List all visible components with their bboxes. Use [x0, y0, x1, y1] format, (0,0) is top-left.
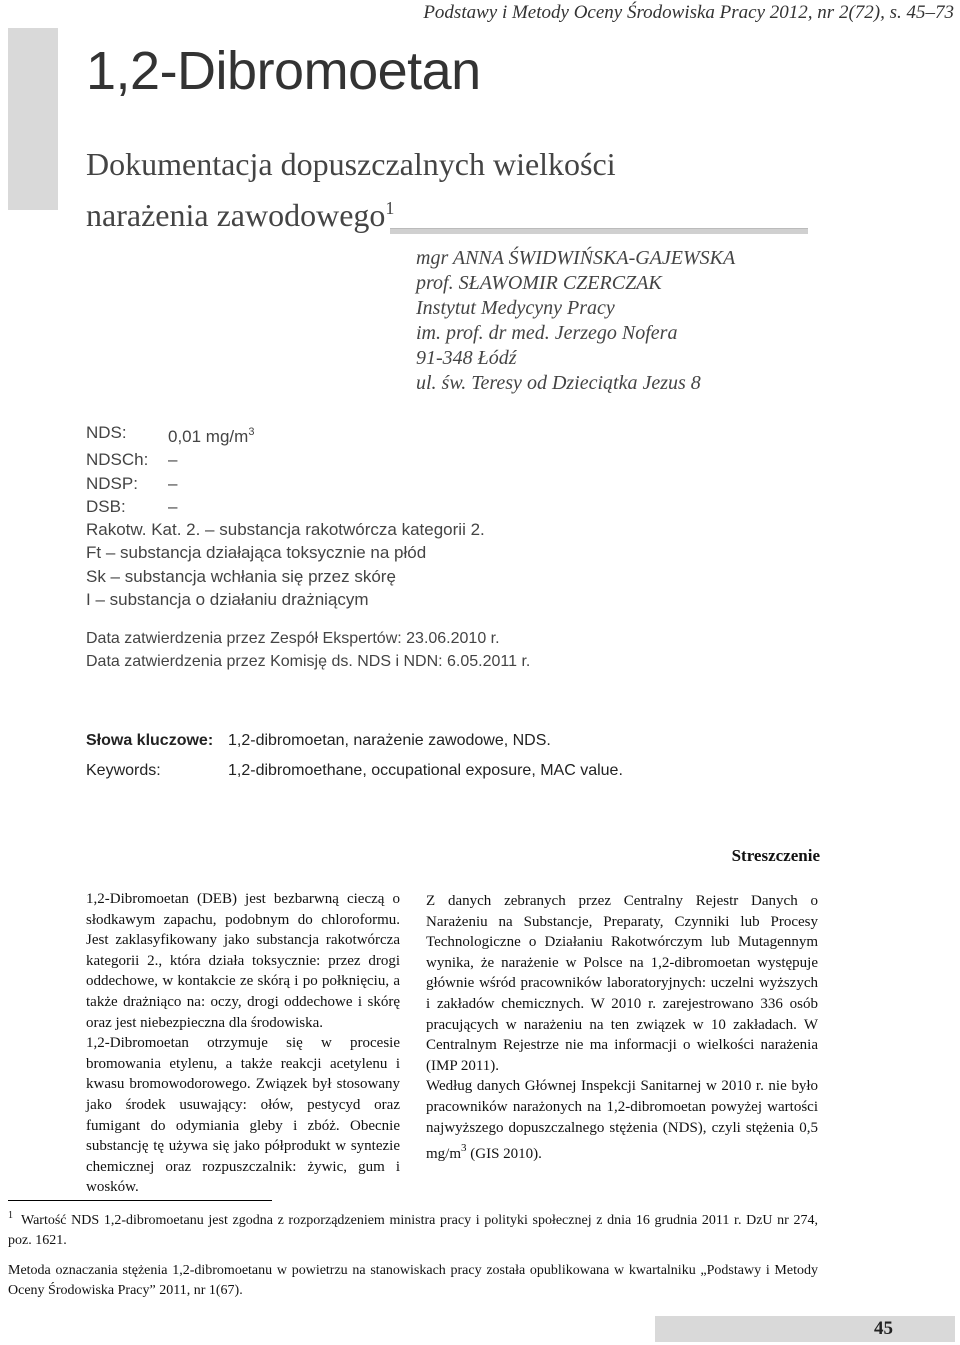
nds-value [168, 421, 254, 448]
abstract-paragraph: Z danych zebranych przez Centralny Rejestr Danych o Narażeniu na Substancje, Preparaty, Czynniki lub Procesy Technologiczne o Działaniu Rakotwórczym lub Mutagennym wynika, że narażenie w Polsce na 1,2-dibromoetan występuje głównie wśród pracowników laboratoryjnych: uczelni wyższych i zakładów chemicznych. W 2010 r. zarejestrowano 336 osób pracujących w narażeniu na ten związek w 10 zakładach. W Centralnym Rejestrze nie ma informacji o wielkości narażenia (IMP 2011). [426, 893, 818, 1074]
article-subtitle [86, 142, 786, 237]
classification-line: Rakotw. Kat. 2. – substancja rakotwórcza kategorii 2. [86, 520, 485, 540]
affiliation-line: Instytut Medycyny Pracy [416, 297, 615, 319]
author-line: mgr ANNA ŚWIDWIŃSKA-GAJEWSKA [416, 247, 736, 269]
abstract-heading [0, 846, 820, 866]
unit-superscript: 3 [461, 1142, 467, 1155]
dsb-label: DSB: [86, 496, 126, 516]
subtitle-line-2-text: narażenia zawodowego [86, 197, 386, 233]
abstract-paragraph [426, 1076, 818, 1164]
nds-unit-sup: 3 [248, 426, 255, 438]
journal-reference: Podstawy i Metody Oceny Środowiska Pracy 2012, nr 2(72), s. 45–73 [423, 2, 954, 23]
ndsch-label: NDSCh: [86, 450, 149, 470]
footnote-divider [8, 1200, 272, 1201]
affiliation-line: ul. św. Teresy od Dzieciątka Jezus 8 [416, 372, 701, 394]
nds-row [86, 421, 485, 448]
keywords-pl-row [86, 726, 623, 756]
approval-date-commission: Data zatwierdzenia przez Komisję ds. NDS i NDN: 6.05.2011 r. [86, 653, 531, 670]
footnote-1 [8, 1206, 818, 1251]
page-number: 45 [874, 1318, 893, 1339]
ndsp-row [86, 472, 485, 495]
affiliation-line: 91-348 Łódź [416, 347, 517, 369]
footnote-mark: 1 [385, 198, 395, 218]
classification-line: Sk – substancja wchłania się przez skórę [86, 566, 396, 586]
dsb-row [86, 495, 485, 518]
affiliation-line: im. prof. dr med. Jerzego Nofera [416, 322, 678, 344]
ndsp-label: NDSP: [86, 473, 138, 493]
abstract-paragraph: 1,2-Dibromoetan (DEB) jest bezbarwną cieczą o słodkawym zapachu, podobnym do chloroformu. Jest zaklasyfikowany jako substancja rakotwórcza kategorii 2., która działa toksycznie: przez drogi oddechowe, w kontakcie ze skórą i po połknięciu, a także drażniąco na: oczy, drogi oddechowe i skórę oraz jest niebezpieczna dla środowiska. [86, 891, 400, 1031]
footnote-2: Metoda oznaczania stężenia 1,2-dibromoetanu w powietrzu na stanowiskach pracy została opublikowana w kwartalniku „Podstawy i Metody Oceny Środowiska Pracy” 2011, nr 1(67). [8, 1263, 818, 1298]
keywords-block [86, 726, 623, 786]
classification-line: I – substancja o działaniu drażniącym [86, 590, 369, 610]
approval-dates [86, 627, 530, 673]
keywords-en-row [86, 756, 623, 786]
footnote-1-mark: 1 [8, 1210, 13, 1221]
abstract-column-right [426, 891, 818, 1165]
abstract-paragraph: 1,2-Dibromoetan otrzymuje się w procesie bromowania etylenu, a także reakcji acetylenu i kwasu bromowodorowego. Związek był stosowany jako środek usuwający: ołów, pestycyd oraz fumigant do odymiania gleby i zbóż. Obecnie substancję tę używa się jako półprodukt w syntezie chemicznej oraz rozpuszczalnik: żywic, gum i wosków. [86, 1035, 400, 1196]
abstract-heading-text: Streszczenie [731, 846, 820, 865]
ndsch-row [86, 448, 485, 471]
keywords-pl-label: Słowa kluczowe: [86, 732, 214, 749]
abstract-text-end: (GIS 2010). [466, 1146, 542, 1163]
title-divider [390, 228, 808, 234]
nds-value-text: 0,01 mg/m [168, 427, 249, 446]
article-title: 1,2-Dibromoetan [86, 41, 481, 101]
footnote-1-text: Wartość NDS 1,2-dibromoetanu jest zgodna z rozporządzeniem ministra pracy i polityki społecznej z dnia 16 grudnia 2011 r. DzU nr 274, poz. 1621. [8, 1213, 818, 1248]
dsb-value: – [168, 496, 178, 516]
keywords-en-value: 1,2-dibromoethane, occupational exposure, MAC value. [228, 762, 623, 779]
abstract-column-left [86, 889, 400, 1198]
abstract-text: Według danych Głównej Inspekcji Sanitarnej w 2010 r. nie było pracowników narażonych na 1,2-dibromoetan powyżej wartości najwyższego dopuszczalnego stężenia (NDS), czyli stężenia 0,5 mg/m [426, 1078, 818, 1163]
ndsch-value: – [168, 450, 178, 470]
ndsp-value: – [168, 473, 178, 493]
author-line: prof. SŁAWOMIR CZERCZAK [416, 272, 662, 294]
keywords-pl-value: 1,2-dibromoetan, narażenie zawodowe, NDS. [228, 732, 551, 749]
decorative-side-bar [8, 28, 58, 210]
authors-block [416, 246, 735, 396]
nds-label: NDS: [86, 423, 127, 442]
classification-line: Ft – substancja działająca toksycznie na płód [86, 543, 427, 563]
approval-date-experts: Data zatwierdzenia przez Zespół Ekspertów: 23.06.2010 r. [86, 630, 500, 647]
exposure-limits-block [86, 421, 485, 611]
keywords-en-label: Keywords: [86, 762, 161, 779]
footnotes-block [8, 1206, 818, 1301]
subtitle-line-1: Dokumentacja dopuszczalnych wielkości [86, 146, 616, 182]
